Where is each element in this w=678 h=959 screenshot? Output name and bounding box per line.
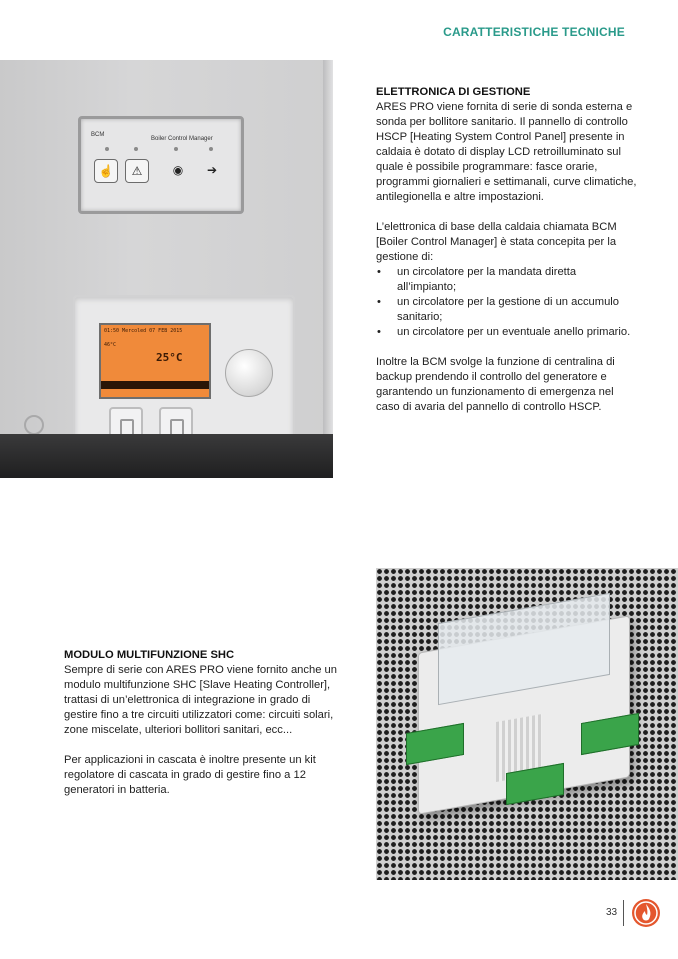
boiler-base bbox=[0, 434, 333, 478]
screw-icon bbox=[24, 415, 44, 435]
boiler-casing-edge bbox=[323, 60, 333, 478]
lcd-date-row: 01:50 Mercoled 07 FEB 2015 bbox=[104, 328, 183, 334]
shc-paragraph-1: Sempre di serie con ARES PRO viene fornito anche un modulo multifunzione SHC [Slave Heating Controller], trattasi di un’elettronica di integrazione in grado di gestire fino a tre circuiti utilizzatori come: circuiti solari, zone miscelate, ulteriori bollitori sanitari, ecc... bbox=[64, 664, 337, 736]
led-indicator bbox=[174, 147, 178, 151]
section-title: CARATTERISTICHE TECNICHE bbox=[443, 25, 625, 39]
circolatori-list bbox=[376, 265, 638, 340]
elettronica-section bbox=[376, 85, 638, 415]
shc-section bbox=[64, 648, 339, 798]
boiler-control-photo bbox=[0, 60, 333, 478]
hand-icon: ☝ bbox=[94, 159, 118, 183]
list-item: • un circolatore per la mandata diretta all’impianto; bbox=[376, 265, 638, 295]
elettronica-paragraph-3: Inoltre la BCM svolge la funzione di centralina di backup prendendo il controllo del generatore e garantendo un funzionamento di emergenza nel caso di avaria del pannello di controllo HSCP. bbox=[376, 356, 615, 413]
elettronica-paragraph-2: L’elettronica di base della caldaia chiamata BCM [Boiler Control Manager] è stata concepita per la gestione di: bbox=[376, 221, 617, 263]
reset-warning-icon: ⚠ bbox=[125, 159, 149, 183]
list-item: • un circolatore per la gestione di un accumulo sanitario; bbox=[376, 295, 638, 325]
arrow-right-icon: ➔ bbox=[206, 163, 218, 177]
shc-module-photo bbox=[376, 568, 678, 880]
lcd-menu-bar bbox=[101, 381, 209, 389]
led-indicator bbox=[105, 147, 109, 151]
elettronica-paragraph-1: ARES PRO viene fornita di serie di sonda esterna e sonda per bollitore sanitario. Il pannello di controllo HSCP [Heating System Control Panel] presente in caldaia è dotato di display LCD retroilluminato sul quale è possibile programmare: fasce orarie, programmi giornalieri e settimanali, curve climatiche, antilegionella e altre impostazioni. bbox=[376, 101, 637, 203]
led-indicator bbox=[209, 147, 213, 151]
lcd-temperature: 25°C bbox=[156, 351, 183, 364]
lcd-display bbox=[99, 323, 211, 399]
shc-heading: MODULO MULTIFUNZIONE SHC bbox=[64, 649, 235, 661]
lcd-status-row: 46°C bbox=[104, 342, 117, 348]
footer-divider bbox=[623, 900, 624, 926]
rotary-knob bbox=[225, 349, 273, 397]
pump-icon: ◉ bbox=[172, 163, 184, 177]
page-number: 33 bbox=[606, 907, 618, 918]
elettronica-heading: ELETTRONICA DI GESTIONE bbox=[376, 86, 531, 98]
shc-paragraph-2: Per applicazioni in cascata è inoltre presente un kit regolatore di cascata in grado di gestire fino a 12 generatori in batteria. bbox=[64, 754, 316, 796]
bcm-control-panel bbox=[78, 116, 244, 214]
led-indicator bbox=[134, 147, 138, 151]
bcm-label: BCM bbox=[91, 132, 105, 138]
list-item: • un circolatore per un eventuale anello primario. bbox=[376, 325, 638, 340]
flame-logo-icon bbox=[631, 898, 661, 928]
boiler-control-manager-label: Boiler Control Manager bbox=[151, 136, 213, 142]
